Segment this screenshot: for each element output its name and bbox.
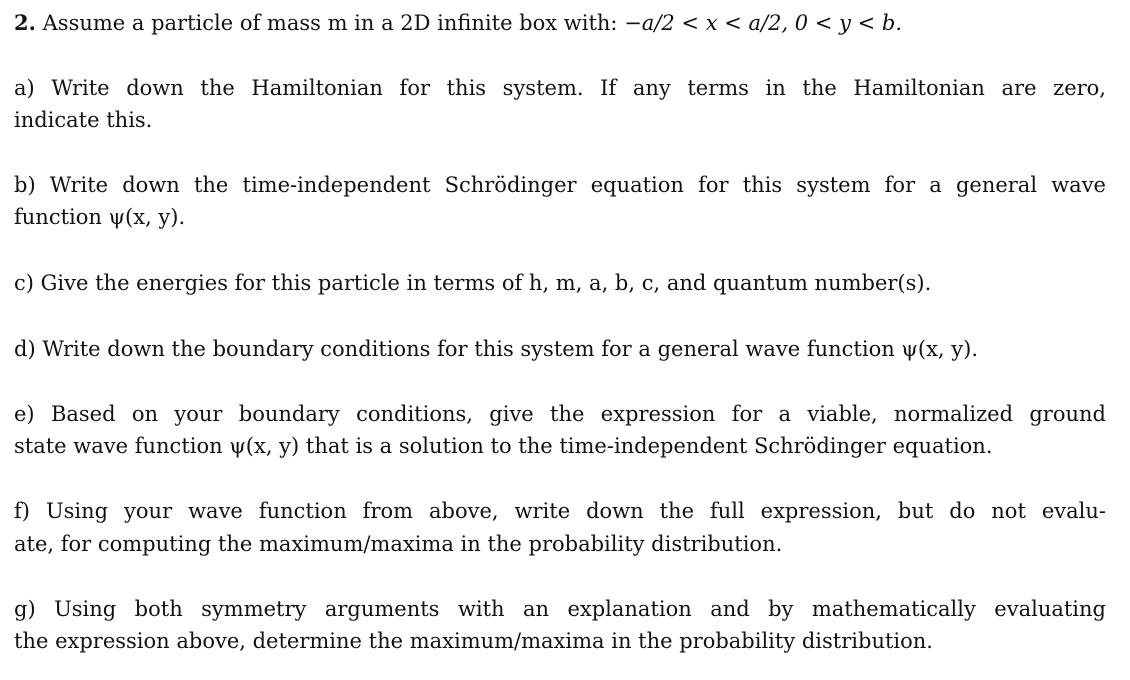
part-b-line-2 — [14, 201, 1106, 233]
part-a-text-1: Write down the Hamiltonian for this system. If any terms in the Hamiltonian are zero, — [51, 76, 1106, 100]
part-e-line-2 — [14, 430, 1106, 462]
part-g-line-1 — [14, 593, 1106, 625]
problem-statement-math: −a/2 < x < a/2, 0 < y < b. — [624, 11, 903, 35]
part-a-label: a) — [14, 76, 35, 100]
part-b-label: b) — [14, 173, 36, 197]
part-f-line-1 — [14, 495, 1106, 527]
part-b-text-1: Write down the time-independent Schrödinger equation for this system for a general wave — [49, 173, 1106, 197]
part-g-text-2: the expression above, determine the maximum/maxima in the probability distribution. — [14, 629, 933, 653]
problem-statement-text: Assume a particle of mass m in a 2D infinite box with: — [42, 11, 618, 35]
part-c-text-1: Give the energies for this particle in terms of h, m, a, b, c, and quantum number(s). — [40, 271, 932, 295]
part-f-text-1: Using your wave function from above, write down the full expression, but do not evalu- — [45, 499, 1106, 523]
part-f-line-2 — [14, 528, 1106, 560]
part-g-label: g) — [14, 597, 36, 621]
problem-number: 2. — [14, 10, 36, 35]
part-f-text-2: ate, for computing the maximum/maxima in the probability distribution. — [14, 532, 783, 556]
part-c-line-1 — [14, 267, 1106, 299]
part-g-line-2 — [14, 625, 1106, 657]
part-d-label: d) — [14, 337, 36, 361]
part-a-text-2: indicate this. — [14, 108, 153, 132]
part-a-line-2 — [14, 104, 1106, 136]
part-e-text-2: state wave function ψ(x, y) that is a solution to the time-independent Schrödinger equation. — [14, 434, 993, 458]
part-a-line-1 — [14, 72, 1106, 104]
part-b-text-2: function ψ(x, y). — [14, 205, 186, 229]
part-e-text-1: Based on your boundary conditions, give the expression for a viable, normalized ground — [50, 402, 1106, 426]
part-g-text-1: Using both symmetry arguments with an explanation and by mathematically evaluating — [54, 597, 1106, 621]
part-d-text-1: Write down the boundary conditions for this system for a general wave function ψ(x, y). — [42, 337, 978, 361]
problem-statement — [14, 7, 1106, 39]
part-b-line-1 — [14, 169, 1106, 201]
part-d-line-1 — [14, 333, 1106, 365]
part-f-label: f) — [14, 499, 30, 523]
part-e-label: e) — [14, 402, 35, 426]
part-e-line-1 — [14, 398, 1106, 430]
part-c-label: c) — [14, 271, 34, 295]
